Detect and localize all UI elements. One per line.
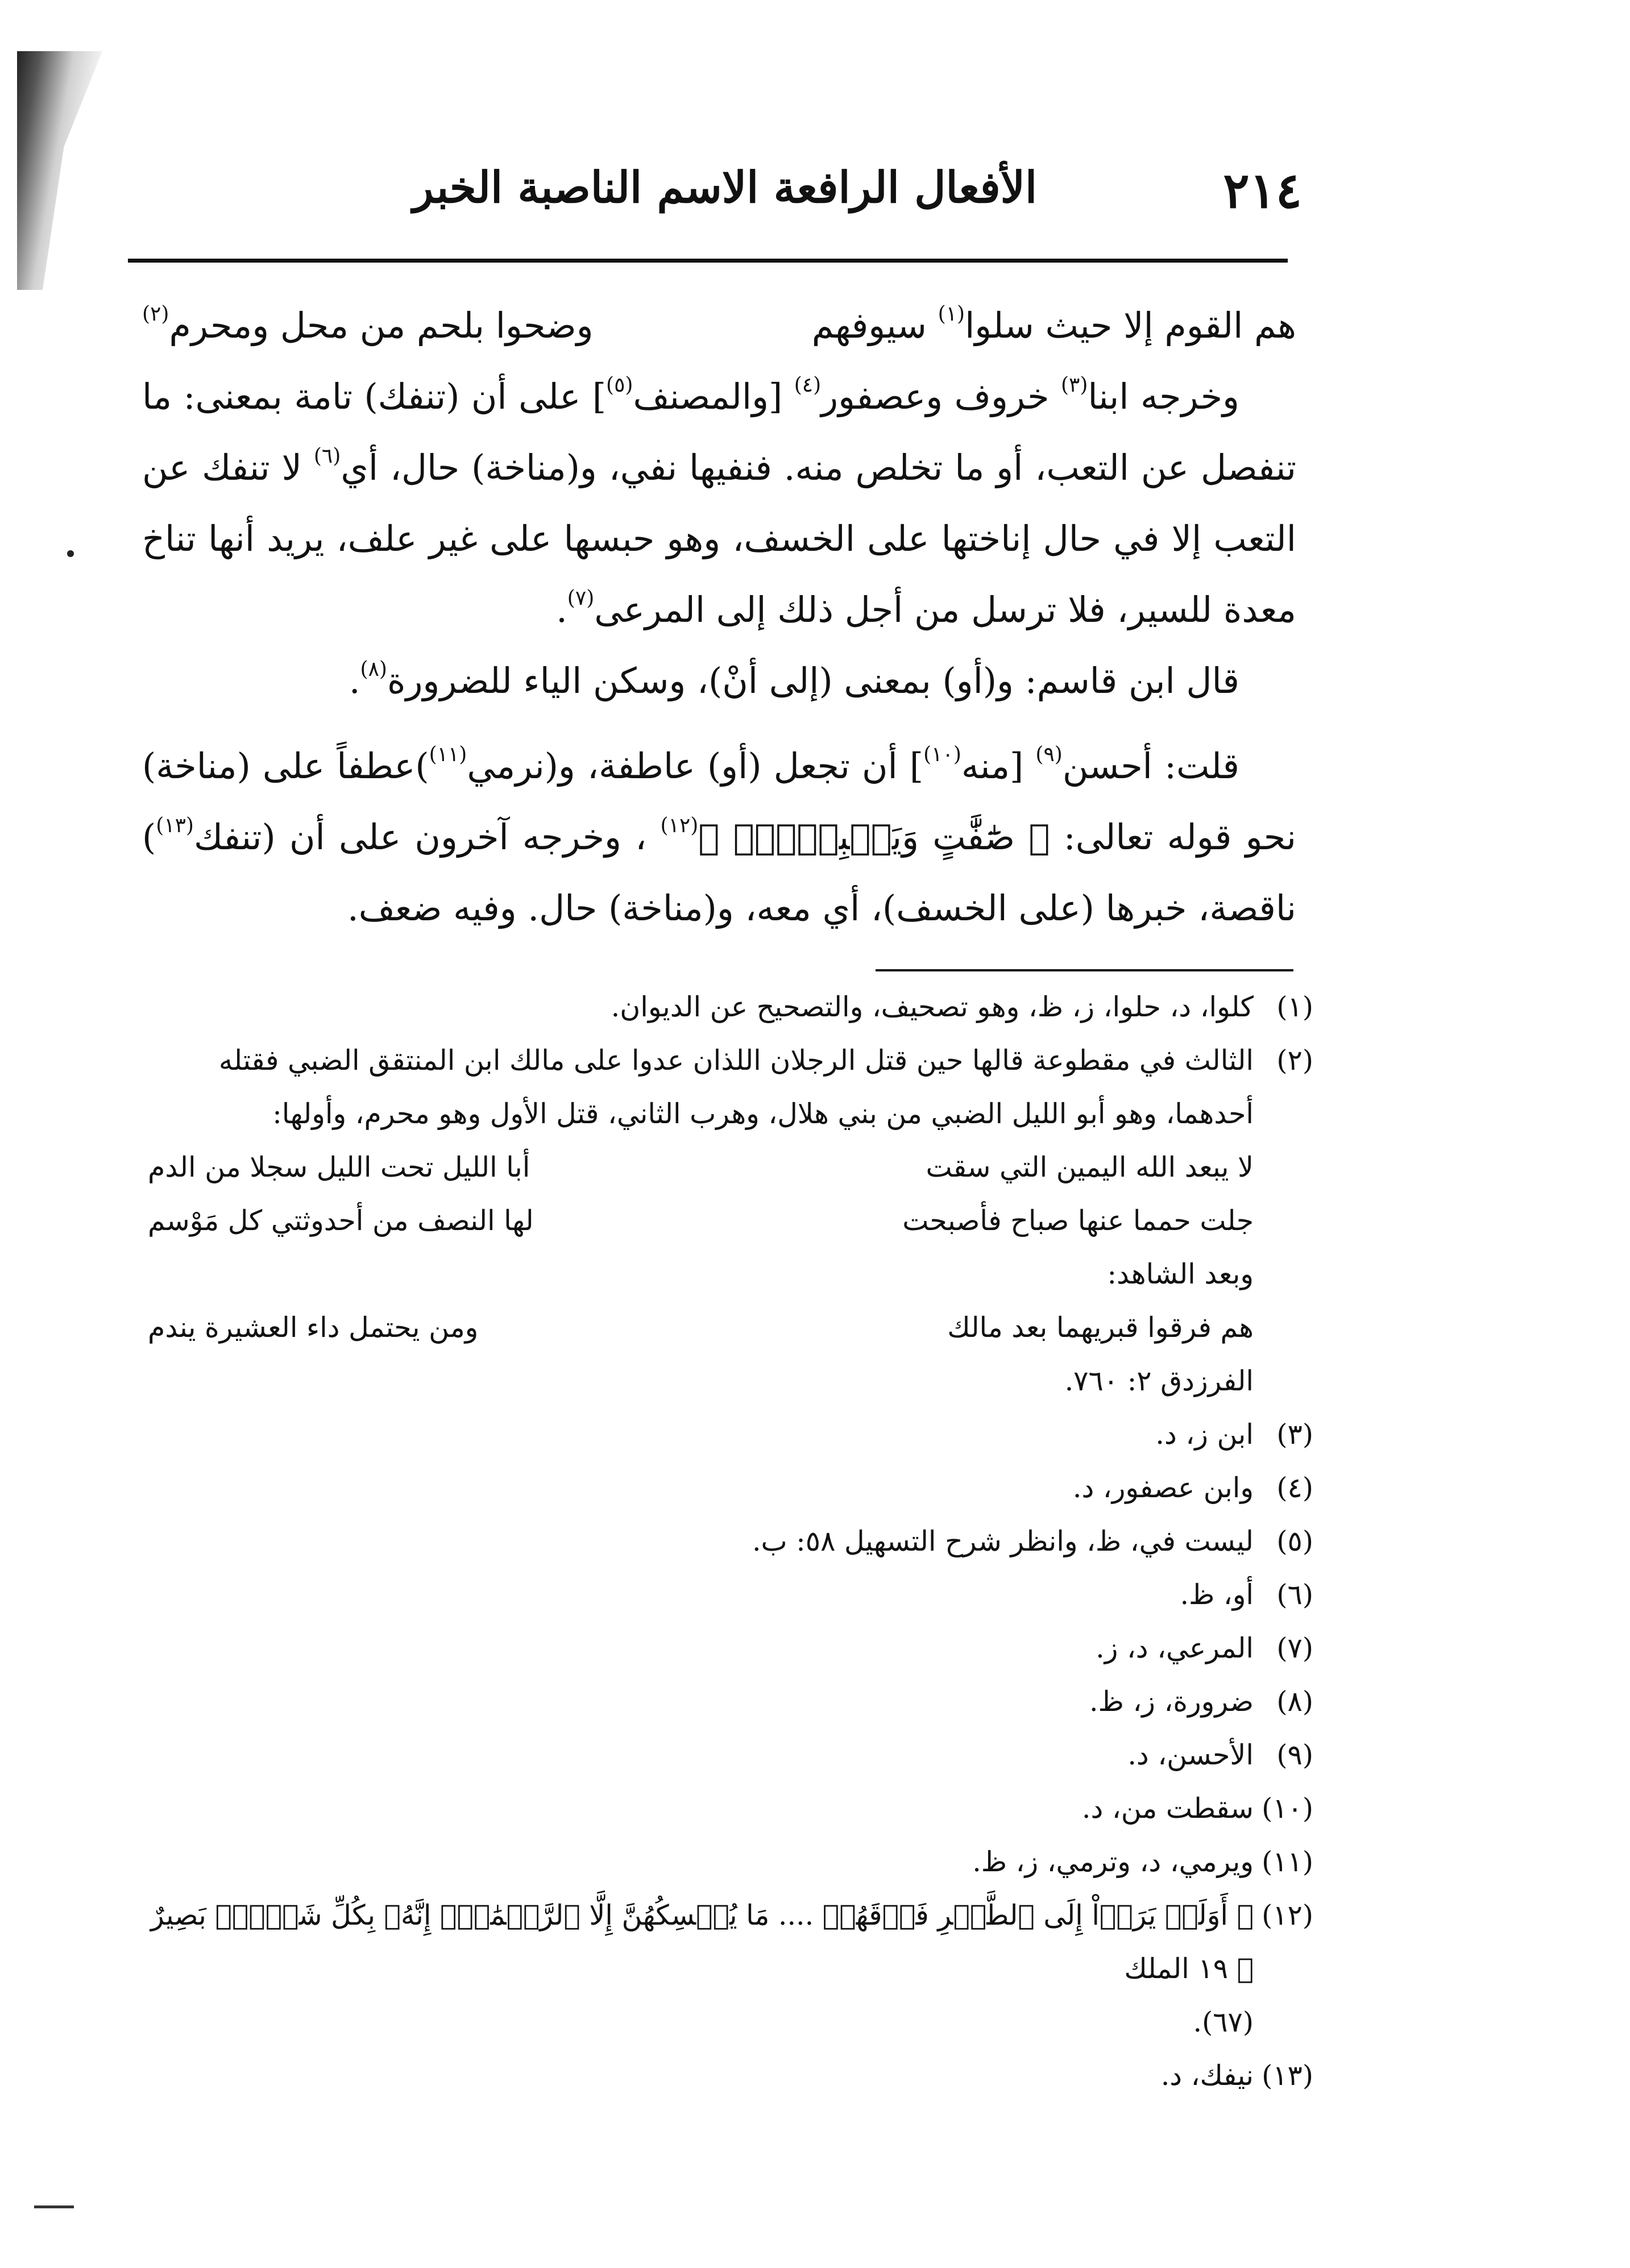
footnote xyxy=(148,1889,1313,1996)
footnote-number: (١٣) xyxy=(1262,2059,1313,2092)
footnote xyxy=(148,1782,1313,1835)
footnote-text: وبعد الشاهد: xyxy=(1107,1258,1254,1290)
footnote-text: ويرمي، د، وترمي، ز، ظ. xyxy=(972,1846,1254,1878)
footnote-text: وابن عصفور، د. xyxy=(1072,1472,1254,1504)
footnote-text: الفرزدق ٢: ٧٦٠. xyxy=(1064,1365,1254,1397)
main-text xyxy=(142,290,1296,944)
footnote-number: (٨) xyxy=(1276,1685,1313,1718)
footnote-number: (١٠) xyxy=(1262,1792,1313,1825)
footnote-number: (٧) xyxy=(1276,1632,1313,1664)
hemistich: وضحوا بلحم من محل ومحرم$^{(٢)}$ xyxy=(142,302,594,346)
hemistich: هم القوم إلا حيث سلوا$^{(١)}$ سيوفهم xyxy=(811,302,1296,346)
footnote-text: نيفك، د. xyxy=(1160,2059,1254,2092)
footnote-ref: (٥) xyxy=(606,373,633,397)
footnote xyxy=(148,1515,1313,1568)
footnote-text: سقطت من، د. xyxy=(1081,1792,1254,1825)
footnote-number: (١١) xyxy=(1262,1846,1313,1878)
footnote-ref: (٩) xyxy=(1035,743,1063,766)
footnote-number: (٦) xyxy=(1276,1579,1313,1611)
footnote-number: (٢) xyxy=(1276,1044,1313,1077)
footnote-text: كلوا، د، حلوا، ز، ظ، وهو تصحيف، والتصحيح عن الديوان. xyxy=(611,991,1254,1023)
footnote-ref: (٢) xyxy=(142,302,169,326)
footnote-number: (٩) xyxy=(1276,1739,1313,1771)
page-header xyxy=(148,156,1302,242)
footnote-ref: (١٠) xyxy=(923,743,961,766)
verse-line xyxy=(142,290,1296,361)
footnote xyxy=(148,1568,1313,1622)
footnote xyxy=(148,981,1313,1034)
footnote-text: (٦٧). xyxy=(1193,2006,1254,2038)
footnote xyxy=(148,1729,1313,1782)
footnote-text: ليست في، ظ، وانظر شرح التسهيل ٥٨: ب. xyxy=(752,1525,1254,1557)
footnote-text: الثالث في مقطوعة قالها حين قتل الرجلان اللذان عدوا على مالك ابن المنتقق الضبي فقتله xyxy=(218,1044,1254,1077)
footnote-ref: (١٢) xyxy=(660,814,699,837)
footnote xyxy=(148,1408,1313,1461)
footnote-text: ضرورة، ز، ظ. xyxy=(1089,1685,1254,1718)
footnote-verse: لا يبعد الله اليمين التي سقت أبا الليل تحت الليل سجلا من الدم xyxy=(148,1151,1254,1183)
footnote-text: ﴿ أَوَلَمۡ يَرَوۡاْ إِلَى ٱلطَّيۡرِ فَوۡقَهُمۡ .... مَا يُمۡسِكُهُنَّ إِلَّا ٱلرَّحۡمَٰنُۚ إِنَّهُۥ بِكُلِّ شَيۡءِۭ بَصِيرٌ ﴾ ١٩ الملك xyxy=(150,1899,1254,1985)
page-number: ٢١٤ xyxy=(1223,162,1302,219)
paragraph: قال ابن قاسم: و(أو) بمعنى (إلى أنْ)، وسكن الياء للضرورة$^{(٨)}$. xyxy=(349,658,1239,701)
footnote-ref: (٦) xyxy=(313,445,341,468)
footnote-text: المرعي، د، ز. xyxy=(1096,1632,1254,1664)
running-title: الأفعال الرافعة الاسم الناصبة الخبر xyxy=(412,162,1038,213)
paragraph: قلت: أحسن$^{(٩)}$ [منه$^{(١٠)}$] أن تجعل (أو) عاطفة، و(نرمي$^{(١١)}$)عطفاً على (مناخة) نحو قوله تعالى: ﴿ صَٰٓفَّٰتٍ وَيَقۡبِضۡنَۚ ﴾$^{(١٢)}$ ، وخرجه آخرون على أن (تنفك$^{(١٣)}$) ناقصة، خبرها (على الخسف)، أي معه، و(مناخة) حال. وفيه ضعف. xyxy=(142,743,1296,929)
scan-edge-shadow xyxy=(17,51,102,290)
footnote-ref: (١١) xyxy=(429,743,467,766)
footnote-text: ابن ز، د. xyxy=(1155,1418,1254,1451)
footnote-ref: (٨) xyxy=(360,658,387,681)
footnote xyxy=(148,1622,1313,1675)
paragraph: وخرجه ابنا$^{(٣)}$ خروف وعصفور$^{(٤)}$ [والمصنف$^{(٥)}$] على أن (تنفك) تامة بمعنى: ما تنفصل عن التعب، أو ما تخلص منه. فنفيها نفي، و(مناخة) حال، أي$^{(٦)}$ لا تنفك عن التعب إلا في حال إناختها على الخسف، وهو حبسها على غير علف، يريد أنها تناخ معدة للسير، فلا ترسل من أجل ذلك إلى المرعى$^{(٧)}$. xyxy=(142,373,1296,630)
footnote-ref: (٤) xyxy=(794,373,822,397)
footnote-verse: جلت حمما عنها صباح فأصبحت لها النصف من أحدوثتي كل مَوْسم xyxy=(148,1204,1254,1237)
footnote-verse: هم فرقوا قبريهما بعد مالك ومن يحتمل داء العشيرة يندم xyxy=(148,1311,1254,1344)
footnote-number: (٥) xyxy=(1276,1525,1313,1557)
footnote-text: أحدهما، وهو أبو الليل الضبي من بني هلال، وهرب الثاني، قتل الأول وهو محرم، وأولها: xyxy=(272,1098,1254,1130)
footnote-number: (١) xyxy=(1276,991,1313,1023)
scan-speck xyxy=(34,2205,74,2208)
footnote-number: (٣) xyxy=(1276,1418,1313,1451)
footnote xyxy=(148,1675,1313,1729)
footnote xyxy=(148,1835,1313,1889)
footnote-number: (١٢) xyxy=(1262,1899,1313,1931)
footnote xyxy=(148,1034,1313,1087)
footnote-number: (٤) xyxy=(1276,1472,1313,1504)
footnote-text: أو، ظ. xyxy=(1180,1579,1254,1611)
footnote-ref: (٧) xyxy=(567,587,595,610)
footnote-text: الأحسن، د. xyxy=(1127,1739,1254,1771)
footnote xyxy=(148,1461,1313,1515)
scan-speck xyxy=(67,550,74,557)
footnote xyxy=(148,2049,1313,2103)
footnote-ref: (٣) xyxy=(1060,373,1088,397)
footnote-ref: (١) xyxy=(938,302,965,326)
footnote-rule xyxy=(876,969,1293,971)
footnotes xyxy=(148,981,1313,2103)
header-rule xyxy=(128,259,1288,263)
footnote-ref: (١٣) xyxy=(156,814,194,837)
